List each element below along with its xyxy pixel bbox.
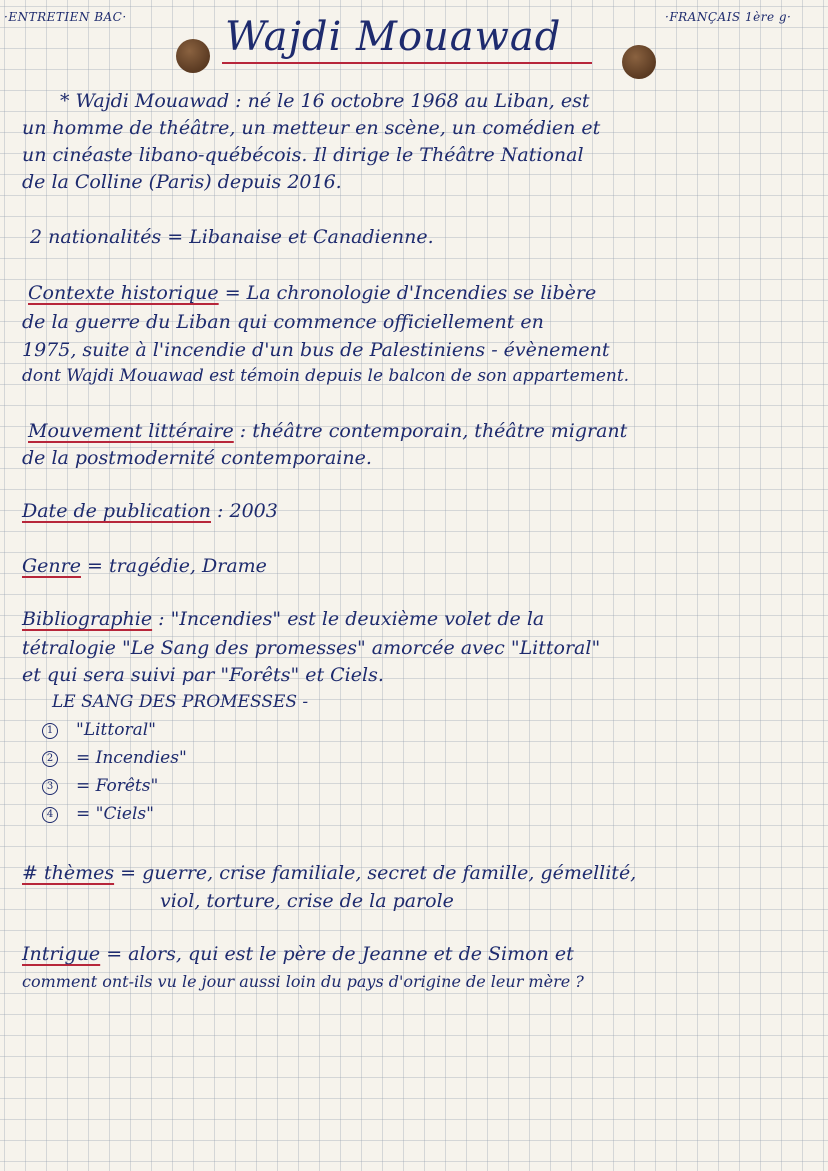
punch-hole-left: [176, 39, 210, 73]
date-line: Date de publication : 2003: [22, 500, 278, 522]
punch-hole-right: [622, 45, 656, 79]
contexte-line-1: Contexte historique = La chronologie d'Incendies se libère: [28, 282, 597, 304]
header-right-tag: ·FRANÇAIS 1ère g·: [665, 10, 792, 24]
title-underline: [222, 62, 592, 64]
bibliographie-label: Bibliographie: [22, 608, 153, 630]
genre-line: Genre = tragédie, Drame: [22, 555, 267, 577]
list-item: 4 = "Ciels": [42, 804, 154, 824]
list-item: 2 = Incendies": [42, 748, 187, 768]
series-title: LE SANG DES PROMESSES -: [52, 692, 309, 712]
mouvement-line-2: de la postmodernité contemporaine.: [22, 447, 372, 469]
intrigue-line-2: comment ont-ils vu le jour aussi loin du pays d'origine de leur mère ?: [22, 972, 584, 991]
list-item: 3 = Forêts": [42, 776, 158, 796]
page-title: Wajdi Mouawad: [225, 14, 562, 60]
list-item: 1 "Littoral": [42, 720, 156, 740]
mouvement-label: Mouvement littéraire: [28, 420, 234, 442]
themes-line-1: # thèmes = guerre, crise familiale, secret de famille, gémellité,: [22, 862, 637, 884]
themes-line-2: viol, torture, crise de la parole: [160, 890, 454, 912]
contexte-line-2: de la guerre du Liban qui commence officiellement en: [22, 311, 544, 333]
contexte-line-3: 1975, suite à l'incendie d'un bus de Palestiniens - évènement: [22, 339, 610, 361]
date-label: Date de publication: [22, 500, 211, 522]
intrigue-line-1: Intrigue = alors, qui est le père de Jeanne et de Simon et: [22, 943, 574, 965]
mouvement-line-1: Mouvement littéraire : théâtre contemporain, théâtre migrant: [28, 420, 628, 442]
contexte-label: Contexte historique: [28, 282, 219, 304]
bibliographie-line-3: et qui sera suivi par "Forêts" et Ciels.: [22, 664, 384, 686]
genre-label: Genre: [22, 555, 81, 577]
bibliographie-line-1: Bibliographie : "Incendies" est le deuxième volet de la: [22, 608, 545, 630]
contexte-line-4: dont Wajdi Mouawad est témoin depuis le balcon de son appartement.: [22, 366, 630, 386]
intro-line-1: * Wajdi Mouawad : né le 16 octobre 1968 au Liban, est: [60, 90, 590, 112]
header-left-tag: ·ENTRETIEN BAC·: [4, 10, 127, 24]
bibliographie-line-2: tétralogie "Le Sang des promesses" amorcée avec "Littoral": [22, 637, 601, 659]
intro-line-4: de la Colline (Paris) depuis 2016.: [22, 171, 342, 193]
themes-label: # thèmes: [22, 862, 115, 884]
intro-line-3: un cinéaste libano-québécois. Il dirige le Théâtre National: [22, 144, 584, 166]
nationalites-line: 2 nationalités = Libanaise et Canadienne.: [30, 226, 434, 248]
intrigue-label: Intrigue: [22, 943, 101, 965]
intro-line-2: un homme de théâtre, un metteur en scène, un comédien et: [22, 117, 601, 139]
